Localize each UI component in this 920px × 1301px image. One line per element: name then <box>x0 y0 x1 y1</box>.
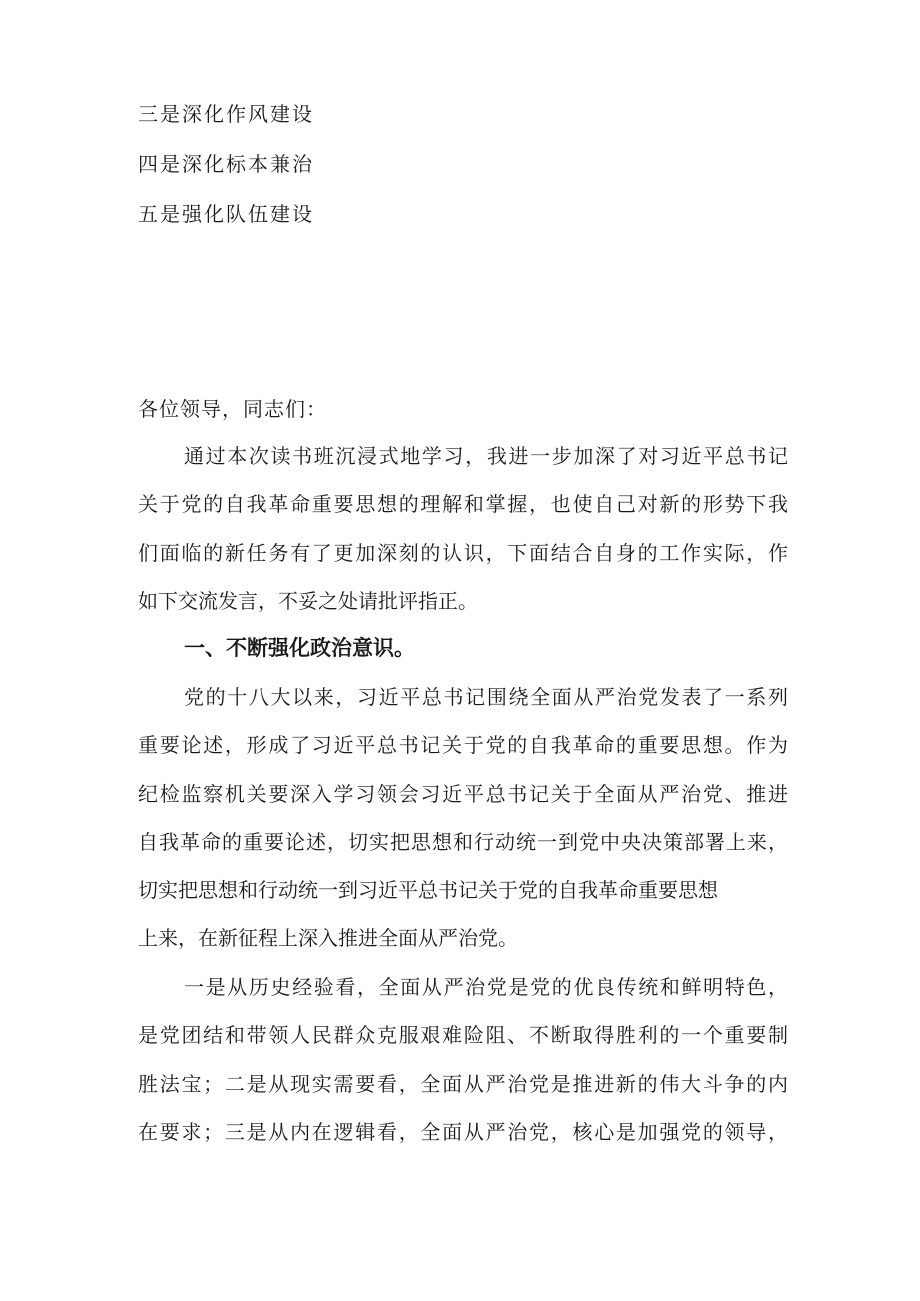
paragraph-line: 胜法宝；二是从现实需要看，全面从严治党是推进新的伟大斗争的内 <box>138 1072 788 1096</box>
intro-line: 们面临的新任务有了更加深刻的认识，下面结合自身的工作实际，作 <box>138 541 788 565</box>
paragraph-line: 在要求；三是从内在逻辑看，全面从严治党，核心是加强党的领导， <box>138 1120 788 1144</box>
paragraph-line: 上来，在新征程上深入推进全面从严治党。 <box>138 926 518 950</box>
list-item: 四是深化标本兼治 <box>138 152 314 176</box>
paragraph-line: 是党团结和带领人民群众克服艰难险阻、不断取得胜利的一个重要制 <box>138 1023 788 1047</box>
paragraph-line: 一是从历史经验看，全面从严治党是党的优良传统和鲜明特色， <box>184 975 788 999</box>
list-item: 五是强化队伍建设 <box>138 202 314 226</box>
intro-line: 关于党的自我革命重要思想的理解和掌握，也使自己对新的形势下我 <box>138 492 788 516</box>
section-heading: 一、不断强化政治意识。 <box>184 636 415 660</box>
paragraph-line: 纪检监察机关要深入学习领会习近平总书记关于全面从严治党、推进 <box>138 782 788 806</box>
paragraph-line: 自我革命的重要论述，切实把思想和行动统一到党中央决策部署上来， <box>138 830 788 854</box>
greeting: 各位领导，同志们： <box>138 397 327 421</box>
paragraph-line: 重要论述，形成了习近平总书记关于党的自我革命的重要思想。作为 <box>138 733 788 757</box>
list-item: 三是深化作风建设 <box>138 102 314 126</box>
paragraph-line: 党的十八大以来，习近平总书记围绕全面从严治党发表了一系列 <box>184 685 788 709</box>
intro-line: 如下交流发言，不妥之处请批评指正。 <box>138 589 478 613</box>
paragraph-line: 切实把思想和行动统一到习近平总书记关于党的自我革命重要思想 <box>138 878 718 902</box>
intro-line: 通过本次读书班沉浸式地学习，我进一步加深了对习近平总书记 <box>184 444 788 468</box>
